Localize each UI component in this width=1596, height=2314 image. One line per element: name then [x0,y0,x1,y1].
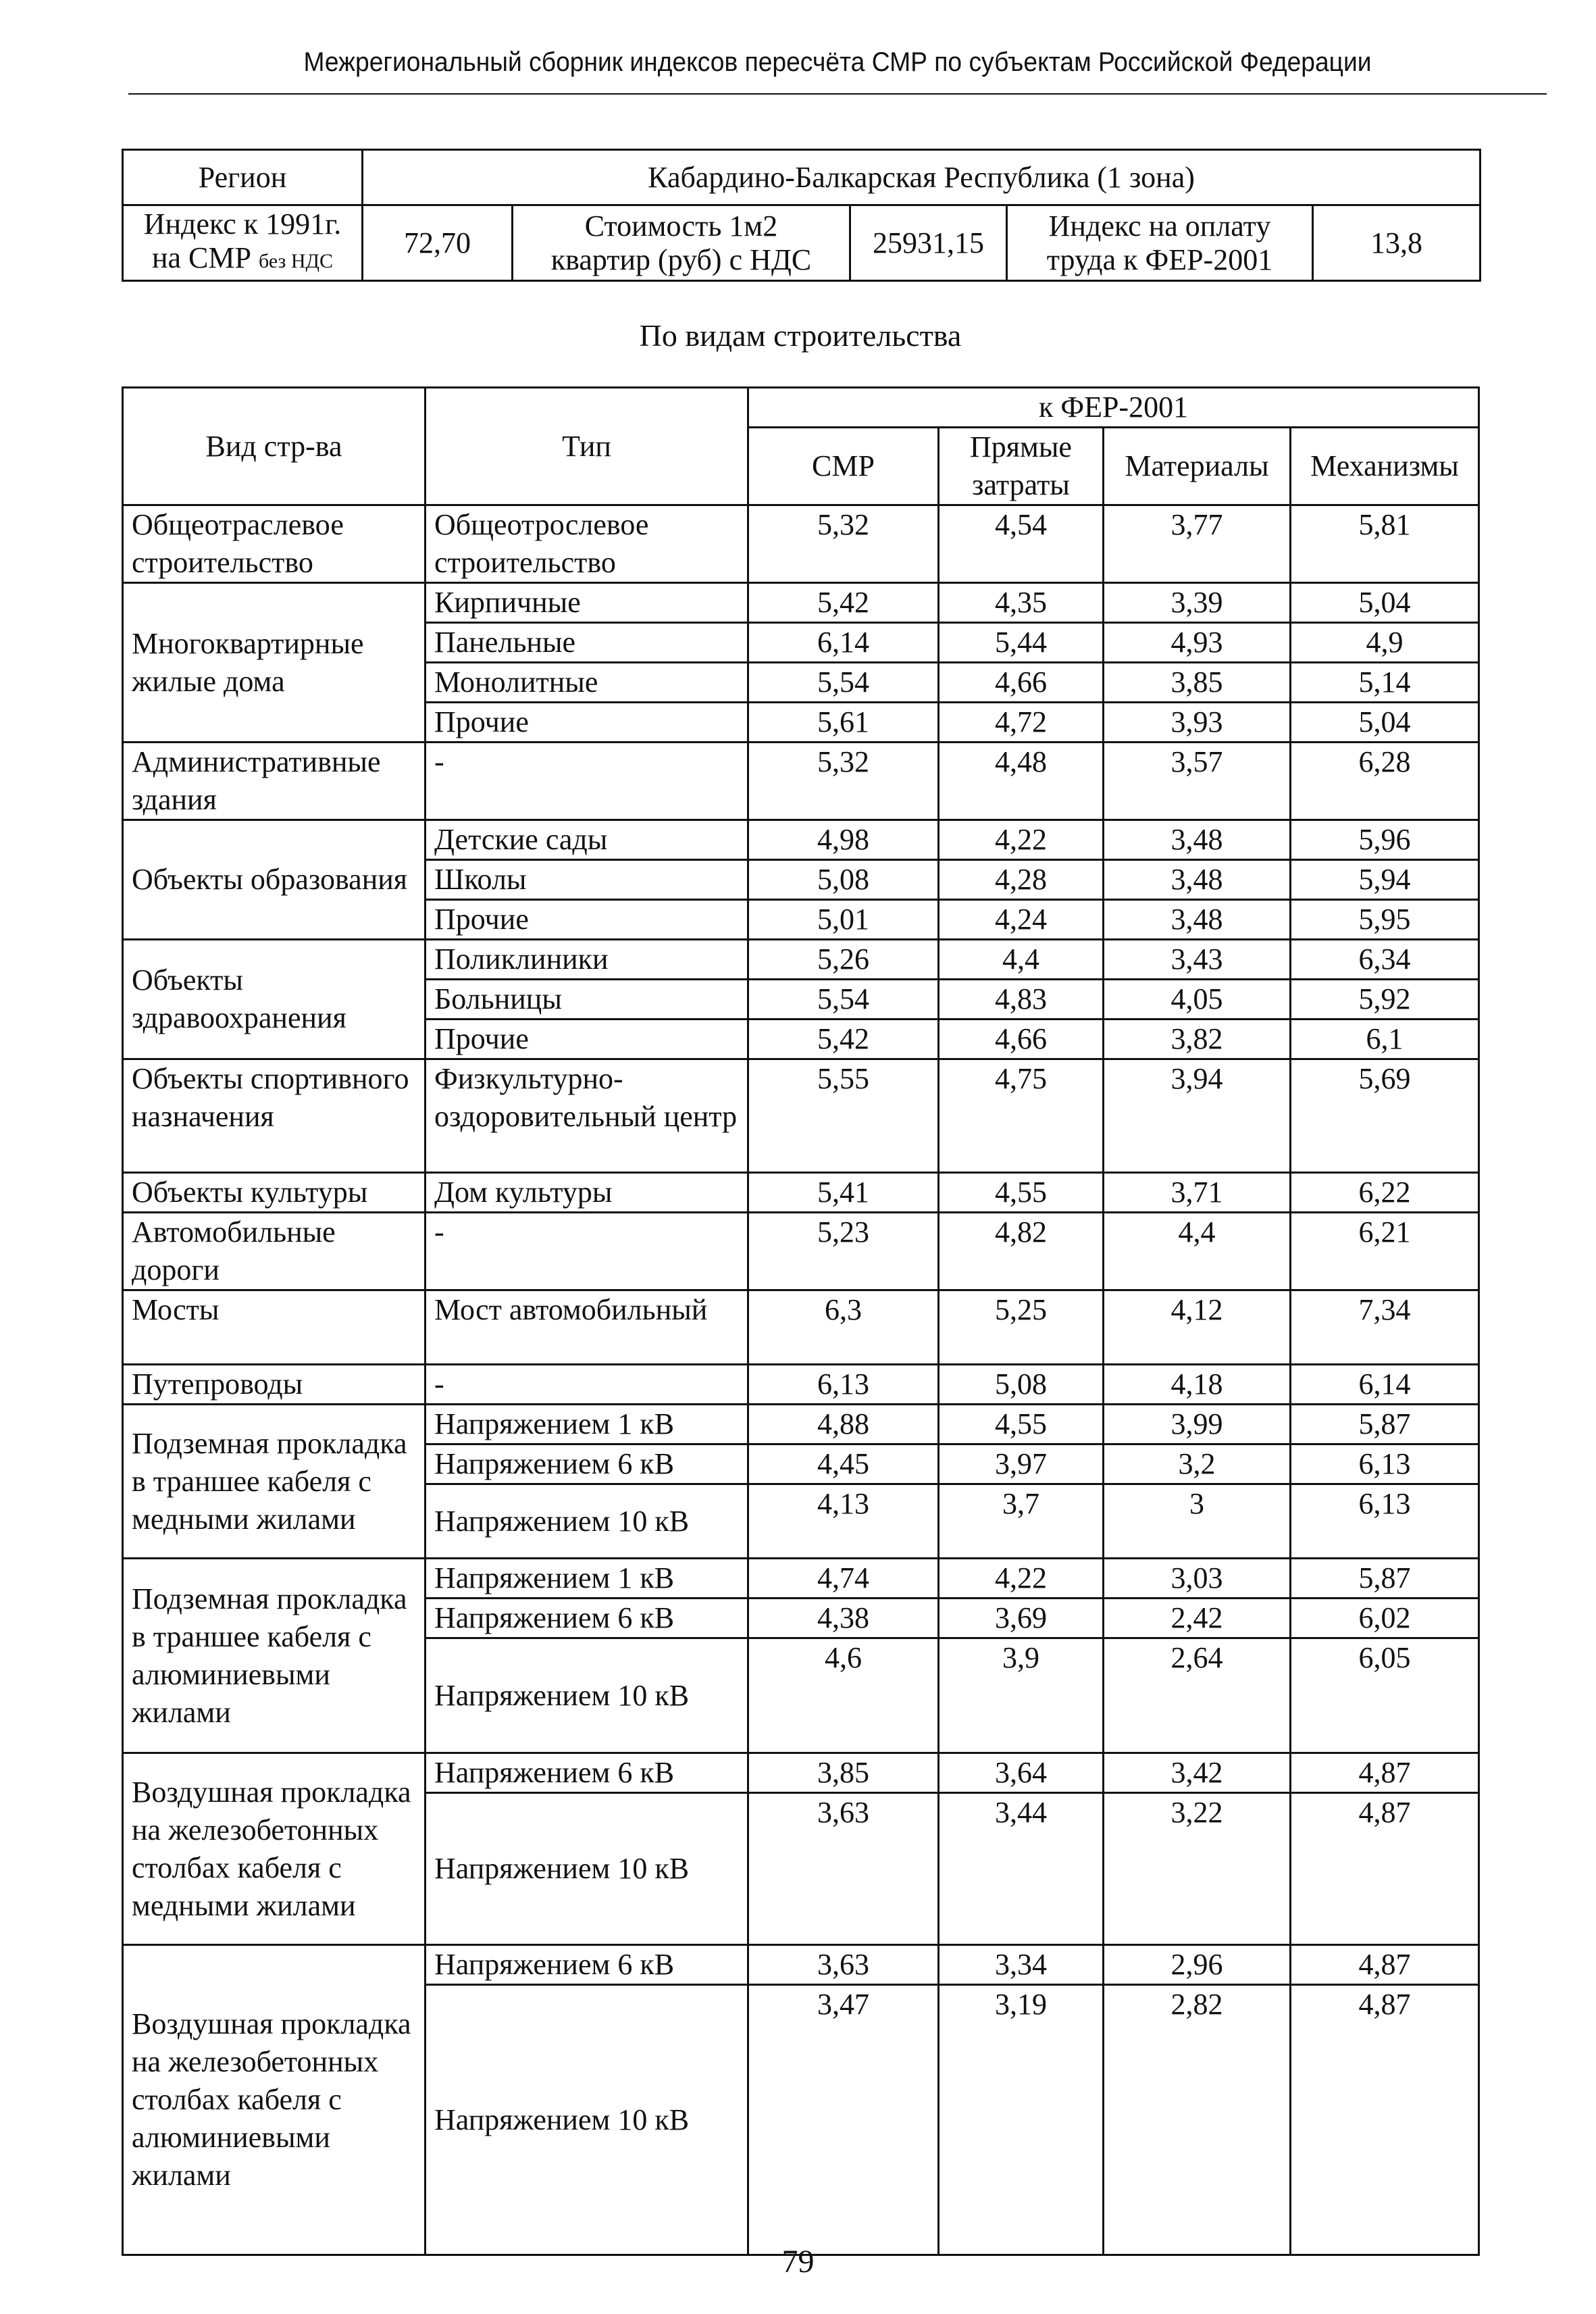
mech-cell: 4,87 [1291,1985,1479,2255]
type-cell: Мост автомобильный [426,1290,748,1365]
header-rule [128,93,1547,95]
type-cell: Напряжением 1 кВ [426,1405,748,1444]
materials-cell: 2,82 [1104,1985,1291,2255]
index-label-small: без НДС [258,250,334,272]
type-cell: Напряжением 6 кВ [426,1599,748,1638]
table-row [123,1059,1479,1173]
type-cell: Напряжением 10 кВ [426,1638,748,1753]
direct-cell: 4,22 [939,820,1104,860]
direct-cell: 4,48 [939,743,1104,820]
type-cell: Прочие [426,703,748,743]
direct-cell: 3,7 [939,1484,1104,1559]
direct-cell: 3,34 [939,1945,1104,1985]
type-cell: Общеотрослевое строительство [426,505,748,583]
direct-cell: 4,66 [939,1020,1104,1059]
smr-cell: 5,54 [748,980,939,1020]
materials-cell: 3,57 [1104,743,1291,820]
smr-cell: 5,61 [748,703,939,743]
materials-cell: 3,93 [1104,703,1291,743]
page-number: 79 [781,2244,815,2280]
region-name: Кабардино-Балкарская Республика (1 зона) [363,150,1481,205]
mech-cell: 5,94 [1291,860,1479,900]
type-cell: Больницы [426,980,748,1020]
materials-cell: 3,82 [1104,1020,1291,1059]
table-row [123,1213,1479,1290]
materials-cell: 3,48 [1104,900,1291,940]
smr-cell: 6,13 [748,1365,939,1405]
mech-cell: 6,28 [1291,743,1479,820]
smr-cell: 5,42 [748,1020,939,1059]
running-header: Межрегиональный сборник индексов пересчёта СМР по субъектам Российской Федерации [303,47,1372,77]
smr-cell: 5,26 [748,940,939,980]
table-row [123,583,1479,623]
direct-cell: 3,44 [939,1793,1104,1945]
col-mechanisms-header: Механизмы [1291,428,1479,505]
col-type-header: Тип [426,388,748,505]
kind-cell: Общеотраслевое строительство [123,505,426,583]
type-cell: - [426,1213,748,1290]
type-cell: Напряжением 10 кВ [426,1484,748,1559]
materials-cell: 3,48 [1104,860,1291,900]
index-label-line1: Индекс к 1991г. [143,207,342,241]
index-label-line2: на СМР [151,241,251,274]
direct-cell: 4,54 [939,505,1104,583]
materials-cell: 3,03 [1104,1559,1291,1599]
smr-cell: 4,98 [748,820,939,860]
smr-cell: 4,45 [748,1444,939,1484]
table-row [123,940,1479,980]
kind-cell: Воздушная прокладка на железобетонных столбах кабеля с медными жилами [123,1753,426,1945]
direct-cell: 4,75 [939,1059,1104,1173]
type-cell: Школы [426,860,748,900]
materials-cell: 4,93 [1104,623,1291,663]
kind-cell: Объекты спортивного назначения [123,1059,426,1173]
table-row [123,1173,1479,1213]
materials-cell: 4,18 [1104,1365,1291,1405]
direct-cell: 4,4 [939,940,1104,980]
cost-label [513,205,850,281]
labor-value: 13,8 [1313,205,1481,281]
region-table [122,149,1481,282]
materials-cell: 3 [1104,1484,1291,1559]
mech-cell: 5,81 [1291,505,1479,583]
mech-cell: 6,21 [1291,1213,1479,1290]
direct-cell: 5,08 [939,1365,1104,1405]
mech-cell: 6,02 [1291,1599,1479,1638]
type-cell: - [426,743,748,820]
type-cell: Кирпичные [426,583,748,623]
smr-cell: 5,42 [748,583,939,623]
labor-label-line1: Индекс на оплату [1048,209,1271,243]
mech-cell: 5,95 [1291,900,1479,940]
mech-cell: 4,87 [1291,1793,1479,1945]
direct-cell: 4,72 [939,703,1104,743]
mech-cell: 6,22 [1291,1173,1479,1213]
mech-cell: 5,87 [1291,1559,1479,1599]
mech-cell: 4,9 [1291,623,1479,663]
type-cell: Детские сады [426,820,748,860]
direct-cell: 4,35 [939,583,1104,623]
mech-cell: 4,87 [1291,1945,1479,1985]
smr-cell: 5,32 [748,505,939,583]
smr-cell: 4,88 [748,1405,939,1444]
type-cell: Физкультурно-оздоровительный центр [426,1059,748,1173]
mech-cell: 6,14 [1291,1365,1479,1405]
labor-label-line2: труда к ФЕР-2001 [1046,243,1273,276]
direct-cell: 4,82 [939,1213,1104,1290]
table-row [123,1559,1479,1599]
cost-value: 25931,15 [850,205,1007,281]
col-direct-header: Прямые затраты [939,428,1104,505]
direct-cell: 3,9 [939,1638,1104,1753]
col-materials-header: Материалы [1104,428,1291,505]
direct-cell: 4,22 [939,1559,1104,1599]
table-row [123,1945,1479,1985]
type-cell: Дом культуры [426,1173,748,1213]
mech-cell: 5,87 [1291,1405,1479,1444]
type-cell: Прочие [426,900,748,940]
type-cell: Напряжением 10 кВ [426,1985,748,2255]
smr-cell: 5,08 [748,860,939,900]
kind-cell: Подземная прокладка в траншее кабеля с алюминиевыми жилами [123,1559,426,1753]
type-cell: Напряжением 10 кВ [426,1793,748,1945]
smr-cell: 3,63 [748,1945,939,1985]
materials-cell: 2,96 [1104,1945,1291,1985]
type-cell: Поликлиники [426,940,748,980]
direct-cell: 4,66 [939,663,1104,703]
kind-cell: Путепроводы [123,1365,426,1405]
mech-cell: 6,13 [1291,1484,1479,1559]
smr-cell: 5,32 [748,743,939,820]
table-row [123,1365,1479,1405]
materials-cell: 3,22 [1104,1793,1291,1945]
direct-cell: 5,25 [939,1290,1104,1365]
kind-cell: Административные здания [123,743,426,820]
materials-cell: 2,64 [1104,1638,1291,1753]
construction-index-table [122,386,1480,2256]
direct-cell: 4,24 [939,900,1104,940]
subtitle: По видам строительства [639,318,962,353]
smr-cell: 4,13 [748,1484,939,1559]
kind-cell: Объекты культуры [123,1173,426,1213]
smr-cell: 5,23 [748,1213,939,1290]
materials-cell: 3,71 [1104,1173,1291,1213]
cost-label-line1: Стоимость 1м2 [584,209,778,243]
materials-cell: 3,99 [1104,1405,1291,1444]
type-cell: Прочие [426,1020,748,1059]
mech-cell: 5,14 [1291,663,1479,703]
kind-cell: Воздушная прокладка на железобетонных столбах кабеля с алюминиевыми жилами [123,1945,426,2255]
materials-cell: 2,42 [1104,1599,1291,1638]
smr-cell: 4,74 [748,1559,939,1599]
type-cell: - [426,1365,748,1405]
index-label [123,205,363,281]
type-cell: Напряжением 6 кВ [426,1753,748,1793]
direct-cell: 4,28 [939,860,1104,900]
mech-cell: 6,05 [1291,1638,1479,1753]
table-row [123,1753,1479,1793]
kind-cell: Автомобильные дороги [123,1213,426,1290]
smr-cell: 4,38 [748,1599,939,1638]
table-row [123,743,1479,820]
mech-cell: 5,04 [1291,583,1479,623]
kind-cell: Мосты [123,1290,426,1365]
type-cell: Монолитные [426,663,748,703]
materials-cell: 3,85 [1104,663,1291,703]
materials-cell: 3,2 [1104,1444,1291,1484]
direct-cell: 5,44 [939,623,1104,663]
materials-cell: 3,94 [1104,1059,1291,1173]
smr-cell: 3,47 [748,1985,939,2255]
direct-cell: 3,97 [939,1444,1104,1484]
type-cell: Панельные [426,623,748,663]
type-cell: Напряжением 1 кВ [426,1559,748,1599]
materials-cell: 4,05 [1104,980,1291,1020]
mech-cell: 4,87 [1291,1753,1479,1793]
materials-cell: 4,4 [1104,1213,1291,1290]
materials-cell: 3,43 [1104,940,1291,980]
labor-label [1007,205,1313,281]
kind-cell: Подземная прокладка в траншее кабеля с медными жилами [123,1405,426,1559]
table-row [123,505,1479,583]
table-body [123,505,1479,2255]
smr-cell: 3,63 [748,1793,939,1945]
smr-cell: 6,14 [748,623,939,663]
smr-cell: 5,41 [748,1173,939,1213]
type-cell: Напряжением 6 кВ [426,1444,748,1484]
mech-cell: 5,96 [1291,820,1479,860]
direct-cell: 4,83 [939,980,1104,1020]
mech-cell: 6,1 [1291,1020,1479,1059]
mech-cell: 7,34 [1291,1290,1479,1365]
smr-cell: 5,54 [748,663,939,703]
smr-cell: 4,6 [748,1638,939,1753]
materials-cell: 3,39 [1104,583,1291,623]
materials-cell: 4,12 [1104,1290,1291,1365]
kind-cell: Многоквартирные жилые дома [123,583,426,743]
mech-cell: 6,13 [1291,1444,1479,1484]
direct-cell: 4,55 [939,1173,1104,1213]
fer-group-header: к ФЕР-2001 [748,388,1479,428]
mech-cell: 5,04 [1291,703,1479,743]
table-row [123,1405,1479,1444]
index-value: 72,70 [363,205,513,281]
mech-cell: 6,34 [1291,940,1479,980]
materials-cell: 3,48 [1104,820,1291,860]
smr-cell: 5,55 [748,1059,939,1173]
direct-cell: 3,19 [939,1985,1104,2255]
kind-cell: Объекты здравоохранения [123,940,426,1059]
materials-cell: 3,42 [1104,1753,1291,1793]
materials-cell: 3,77 [1104,505,1291,583]
mech-cell: 5,69 [1291,1059,1479,1173]
type-cell: Напряжением 6 кВ [426,1945,748,1985]
region-label: Регион [123,150,363,205]
direct-cell: 3,69 [939,1599,1104,1638]
table-row [123,820,1479,860]
kind-cell: Объекты образования [123,820,426,940]
smr-cell: 3,85 [748,1753,939,1793]
smr-cell: 6,3 [748,1290,939,1365]
direct-cell: 3,64 [939,1753,1104,1793]
table-row [123,1290,1479,1365]
col-smr-header: СМР [748,428,939,505]
direct-cell: 4,55 [939,1405,1104,1444]
cost-label-line2: квартир (руб) с НДС [550,243,812,276]
smr-cell: 5,01 [748,900,939,940]
mech-cell: 5,92 [1291,980,1479,1020]
col-kind-header: Вид стр-ва [123,388,426,505]
